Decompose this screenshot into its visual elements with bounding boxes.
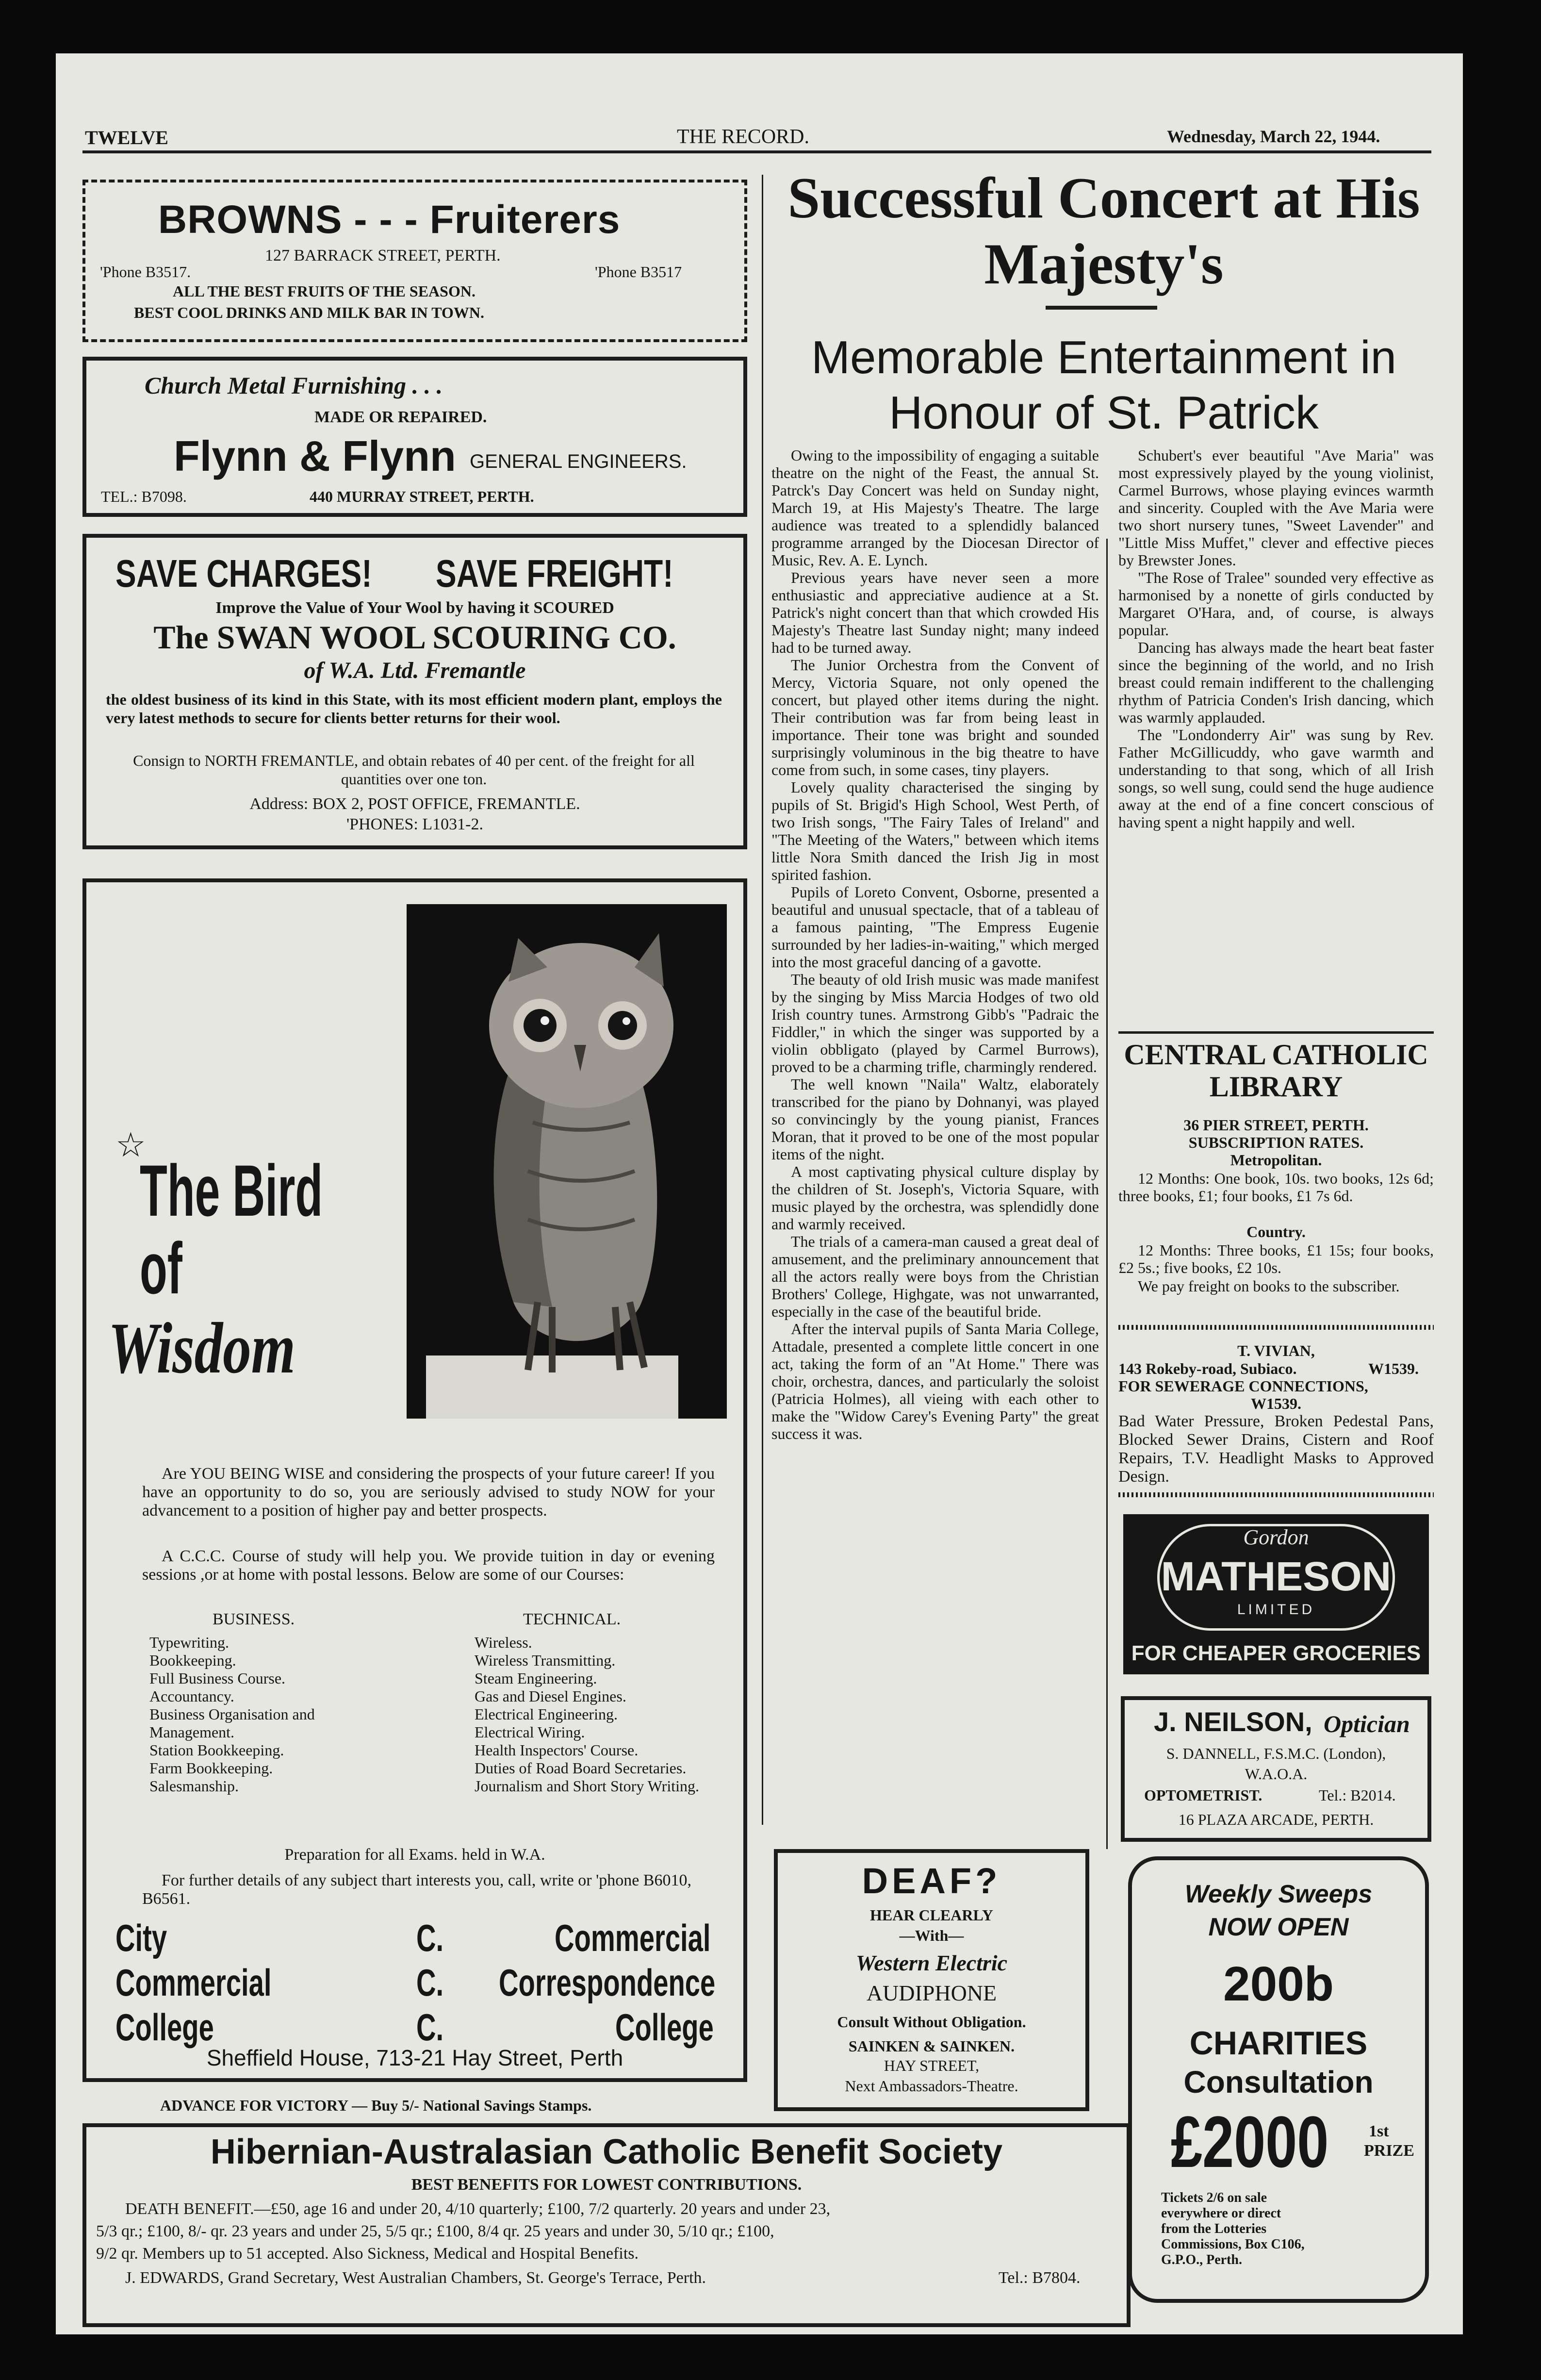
section-rule — [1118, 1492, 1434, 1497]
business-list — [149, 1634, 402, 1795]
list-item: Journalism and Short Story Writing. — [475, 1777, 699, 1795]
article-paragraph: A most captivating physical culture display by the children of St. Joseph's, Victoria Square, with music played by the orchestra, was splendidly done and warmly received. — [771, 1163, 1099, 1233]
owl-photo — [407, 904, 727, 1419]
ccc-c1: C. — [416, 1917, 444, 1959]
matheson-name: MATHESON — [1161, 1554, 1392, 1599]
vivian-body: Bad Water Pressure, Broken Pedestal Pans, Blocked Sewer Drains, Cistern and Roof Repairs, T.V. Headlight Masks to Approved Design. — [1118, 1412, 1434, 1486]
ccc-c2: C. — [416, 1961, 444, 2004]
deaf-western: Western Electric — [855, 1950, 1008, 1975]
neilson-title: Optician — [1324, 1710, 1410, 1737]
article-paragraph: The "Londonderry Air" was sung by Rev. Father McGillicuddy, who gave warmth and understanding to that song, which of all Irish songs, so well sung, could send the huge audience away at the end of a fine concert conscious of having spent a night happily and well. — [1118, 726, 1434, 831]
list-item: Salesmanship. — [149, 1777, 239, 1795]
library-country: Country. — [1246, 1223, 1306, 1240]
ccc-address: Sheffield House, 713-21 Hay Street, Perth — [206, 2045, 623, 2070]
library-freight: We pay freight on books to the subscriber. — [1138, 1277, 1400, 1295]
list-item: Bookkeeping. — [149, 1652, 236, 1669]
sweeps-prize: £2000 — [1171, 2101, 1329, 2182]
list-item: Full Business Course. — [149, 1669, 286, 1687]
star-icon: ☆ — [115, 1127, 146, 1164]
ccc-intro: Are YOU BEING WISE and considering the prospects of your future career! If you have an opportunity to do so, you are seriously advised to study NOW for your advancement to a position of higher pay and better prospects. — [142, 1465, 715, 1520]
vivian-address: 143 Rokeby-road, Subiaco. — [1118, 1360, 1297, 1377]
ccc-c3: C. — [416, 2006, 444, 2049]
sweeps-charities: CHARITIES — [1189, 2025, 1368, 2062]
library-country-text: 12 Months: Three books, £1 15s; four books, £2 5s.; five books, £2 10s. — [1118, 1241, 1434, 1276]
paper-name: THE RECORD. — [677, 126, 809, 148]
article-paragraph: The Junior Orchestra from the Convent of Mercy, Victoria Square, not only opened the concert, but played other items during the night. Their contribution was far from being least in importance. Their tone was bright and sounded surprisingly voluminous in the big theatre to have come from such, in some cases, tiny players. — [771, 656, 1099, 778]
swan-head-right: SAVE FREIGHT! — [436, 552, 673, 595]
article-paragraph: Lovely quality characterised the singing by pupils of St. Brigid's High School, West Perth, of two Irish songs, "The Fairy Tales of Ireland" and "The Meeting of the Waters," between which items little Nora Smith danced the Irish Jig in most spirited fashion. — [771, 778, 1099, 883]
deaf-next: Next Ambassadors-Theatre. — [845, 2077, 1018, 2095]
flynn-tel: TEL.: B7098. — [101, 488, 187, 505]
article-paragraph: Owing to the impossibility of engaging a suitable theatre on the night of the Feast, the annual St. Patrck's Day Concert was held on Sunday night, March 19, at His Majesty's Theatre. The large audience was treated to a splendidly balanced programme arranged by the Diocesan Director of Music, Rev. A. E. Lynch. — [771, 446, 1099, 569]
browns-phone-left: 'Phone B3517. — [100, 263, 191, 281]
ccc-name-grid — [115, 1916, 727, 2062]
neilson-name: J. NEILSON, — [1154, 1706, 1312, 1737]
article-paragraph: Schubert's ever beautiful "Ave Maria" was most expressively played by the young violinist, Carmel Burrows, whose playing evinces warmth and sincerity. Coupled with the Ave Maria were two short nursery tunes, "Sweet Lavender" and "Little Miss Muffet," clever and effective pieces by Brewster Jones. — [1118, 446, 1434, 569]
browns-address: 127 BARRACK STREET, PERTH. — [265, 247, 501, 264]
list-item: Electrical Engineering. — [475, 1705, 618, 1723]
deaf-street: HAY STREET, — [884, 2057, 980, 2074]
headline-rule — [1046, 306, 1157, 310]
vivian-name: T. VIVIAN, — [1237, 1342, 1315, 1359]
neilson-dannell: S. DANNELL, F.S.M.C. (London), — [1166, 1745, 1386, 1762]
article-paragraph: The well known "Naila" Waltz, elaborately transcribed for the piano by Dohnanyi, was played so convincingly by the young pianist, Frances Moran, that it proved to be one of the most popular items of the night. — [771, 1075, 1099, 1163]
swan-head-left: SAVE CHARGES! — [115, 552, 372, 595]
ccc-city: City — [115, 1917, 167, 1959]
hibernian-line1: DEATH BENEFIT.—£50, age 16 and under 20, 4/10 quarterly; £100, 7/2 quarterly. 20 years and under 23, — [125, 2200, 831, 2218]
sweeps-consultation: Consultation — [1183, 2065, 1374, 2099]
swan-consign: Consign to NORTH FREMANTLE, and obtain rebates of 40 per cent. of the freight for all quantities over one ton. — [133, 752, 695, 788]
article-headline: Successful Concert at His Majesty's — [787, 165, 1420, 296]
sweeps-line2: NOW OPEN — [1208, 1913, 1349, 1941]
library-rates: SUBSCRIPTION RATES. — [1188, 1134, 1364, 1151]
column-rule — [1106, 539, 1108, 1849]
list-item: Wireless. — [475, 1634, 532, 1651]
article-column-1 — [771, 446, 1099, 1442]
flynn-address: 440 MURRAY STREET, PERTH. — [310, 488, 534, 505]
list-item: Business Organisation and Management. — [149, 1705, 315, 1741]
browns-ad — [82, 180, 747, 342]
swan-name: The SWAN WOOL SCOURING CO. — [153, 619, 676, 656]
swan-improve: Improve the Value of Your Wool by having it SCOURED — [215, 599, 614, 617]
ccc-prep: Preparation for all Exams. held in W.A. — [284, 1846, 545, 1864]
list-item: Typewriting. — [149, 1634, 229, 1651]
matheson-tag: FOR CHEAPER GROCERIES — [1131, 1641, 1421, 1665]
deaf-with: —With— — [899, 1927, 964, 1944]
swan-sub: of W.A. Ltd. Fremantle — [304, 658, 526, 683]
article-paragraph: Pupils of Loreto Convent, Osborne, presented a beautiful and unusual spectacle, that of a tableau of a famous painting, "The Empress Eugenie surrounded by her ladies-in-waiting," which merged into the most graceful dancing of a gavotte. — [771, 883, 1099, 971]
matheson-ad — [1123, 1514, 1429, 1674]
bird-title-2: of — [140, 1227, 182, 1309]
library-metro-text: 12 Months: One book, 10s. two books, 12s 6d; three books, £1; four books, £1 7s 6d. — [1118, 1170, 1434, 1205]
sweeps-number: 200b — [1223, 1957, 1334, 2011]
vivian-sewer: FOR SEWERAGE CONNECTIONS, — [1118, 1377, 1368, 1395]
list-item: Wireless Transmitting. — [475, 1652, 616, 1669]
owl-icon — [407, 904, 727, 1419]
sweeps-tickets: Tickets 2/6 on sale everywhere or direct from the Lotteries Commissions, Box C106, G.P.O., Perth. — [1161, 2190, 1305, 2267]
technical-heading: TECHNICAL. — [523, 1610, 621, 1628]
swan-phones: 'PHONES: L1031-2. — [346, 815, 483, 833]
list-item: Gas and Diesel Engines. — [475, 1687, 626, 1705]
list-item: Duties of Road Board Secretaries. — [475, 1759, 687, 1777]
article-paragraph: The trials of a camera-man caused a great deal of amusement, and the preliminary announcement that all the actors really were boys from the Christian Brothers' College, Highgate, was not unwarranted, especially in the case of the beautiful bride. — [771, 1233, 1099, 1320]
section-rule — [1118, 1031, 1434, 1034]
list-item: Health Inspectors' Course. — [475, 1741, 639, 1759]
swan-wool-ad — [82, 534, 747, 849]
article-subhead: Memorable Entertainment in Honour of St. Patrick — [811, 331, 1396, 439]
article-paragraph: "The Rose of Tralee" sounded very effective as harmonised by a nonette of girls conducted by Margaret O'Hara, and, of course, is always popular. — [1118, 569, 1434, 639]
vivian-phone: W1539. — [1368, 1360, 1419, 1377]
bird-title-1: The Bird — [140, 1150, 323, 1231]
library-title: CENTRAL CATHOLIC LIBRARY — [1124, 1039, 1428, 1103]
neilson-tel: Tel.: B2014. — [1319, 1786, 1396, 1804]
ccc-commercial-right: Commercial — [555, 1917, 711, 1959]
newspaper-page — [56, 53, 1463, 2334]
library-metro: Metropolitan. — [1230, 1151, 1322, 1169]
ccc-further: For further details of any subject thart interests you, call, write or 'phone B6010, B6561. — [142, 1871, 691, 1908]
page-number: TWELVE — [85, 127, 168, 149]
list-item: Steam Engineering. — [475, 1669, 597, 1687]
deaf-consult: Consult Without Obligation. — [837, 2013, 1026, 2031]
flynn-name: Flynn & Flynn — [174, 432, 456, 480]
list-item: Station Bookkeeping. — [149, 1741, 284, 1759]
sweeps-line1: Weekly Sweeps — [1184, 1880, 1373, 1908]
article-paragraph: After the interval pupils of Santa Maria College, Attadale, presented a complete little concert in one act, taking the form of an "At Home." There was choir, orchestra, dances, and particularly the soloist (Patricia Holmes), all vieing with each other to make the "Widow Carey's Evening Party" the great success it was. — [771, 1320, 1099, 1442]
hibernian-title: Hibernian-Australasian Catholic Benefit Society — [210, 2132, 1003, 2171]
article-paragraph: Dancing has always made the heart beat faster since the beginning of the world, and no Irish breast could remain indifferent to the challenging rhythm of Patricia Conden's Irish dancing, which was warmly applauded. — [1118, 639, 1434, 726]
swan-body: the oldest business of its kind in this State, with its most efficient modern plant, employs the very latest methods to secure for clients better returns for their wool. — [106, 691, 722, 727]
list-item: Accountancy. — [149, 1687, 234, 1705]
bird-title-3: Wisdom — [108, 1308, 295, 1388]
issue-date: Wednesday, March 22, 1944. — [1167, 127, 1380, 146]
deaf-hear: HEAR CLEARLY — [870, 1906, 993, 1924]
deaf-firm: SAINKEN & SAINKEN. — [848, 2037, 1015, 2055]
deaf-title: DEAF? — [862, 1861, 1001, 1901]
neilson-ad — [1121, 1696, 1431, 1842]
ccc-college-left: College — [115, 2006, 214, 2049]
article-paragraph: Previous years have never seen a more enthusiastic and appreciative audience at a St. Patrick's night concert than that which crowded His Majesty's Theatre last Sunday night; many indeed had to be turned away. — [771, 569, 1099, 656]
business-heading: BUSINESS. — [213, 1610, 295, 1628]
neilson-address: 16 PLAZA ARCADE, PERTH. — [1178, 1811, 1374, 1828]
neilson-opt: OPTOMETRIST. — [1144, 1786, 1262, 1804]
article-paragraph: The beauty of old Irish music was made manifest by the singing by Miss Marcia Hodges of two old Irish country tunes. Armstrong Gibb's "Padraic the Fiddler," in which the singer was supported by a violin obbligato (played by Carmel Burrows), proved to be a charming trifle, charmingly rendered. — [771, 971, 1099, 1075]
browns-phone-right: 'Phone B3517 — [595, 263, 682, 281]
ccc-courses-intro: A C.C.C. Course of study will help you. We provide tuition in day or evening sessions ,or at home with postal lessons. Below are some of our Courses: — [142, 1547, 715, 1584]
ccc-commercial-left: Commercial — [115, 1961, 272, 2004]
flynn-ad — [82, 357, 747, 517]
deaf-audiphone: AUDIPHONE — [866, 1981, 997, 2005]
ccc-ad — [82, 878, 747, 2082]
ccc-college-right: College — [615, 2006, 714, 2049]
hibernian-line2: 5/3 qr.; £100, 8/- qr. 23 years and under 25, 5/5 qr.; £100, 8/4 qr. 25 years and under 30, 5/10 qr.; £100, — [96, 2222, 774, 2240]
swan-address: Address: BOX 2, POST OFFICE, FREMANTLE. — [249, 795, 580, 813]
flynn-trade: GENERAL ENGINEERS. — [470, 451, 687, 472]
masthead-rule — [82, 150, 1431, 153]
browns-line2: BEST COOL DRINKS AND MILK BAR IN TOWN. — [134, 304, 484, 321]
sweeps-ad — [1128, 1856, 1429, 2303]
list-item: Farm Bookkeeping. — [149, 1759, 273, 1777]
column-rule — [762, 175, 763, 1825]
deaf-ad — [774, 1849, 1089, 2111]
sweeps-first-2: PRIZE — [1364, 2142, 1414, 2160]
neilson-waoa: W.A.O.A. — [1245, 1765, 1308, 1783]
hibernian-line4: J. EDWARDS, Grand Secretary, West Australian Chambers, St. George's Terrace, Perth. — [125, 2269, 706, 2287]
hibernian-line3: 9/2 qr. Members up to 51 accepted. Also Sickness, Medical and Hospital Benefits. — [96, 2245, 639, 2263]
library-address: 36 PIER STREET, PERTH. — [1183, 1116, 1369, 1134]
hibernian-tel: Tel.: B7804. — [999, 2269, 1081, 2287]
ccc-correspondence: Correspondence — [499, 1961, 716, 2004]
flynn-heading: Church Metal Furnishing . . . — [145, 372, 443, 399]
list-item: Electrical Wiring. — [475, 1723, 585, 1741]
flynn-made: MADE OR REPAIRED. — [314, 408, 487, 426]
article-column-2 — [1118, 446, 1434, 831]
section-rule — [1118, 1325, 1434, 1330]
vivian-sewer-phone: W1539. — [1251, 1395, 1301, 1412]
browns-title: BROWNS - - - Fruiterers — [158, 198, 621, 242]
victory-strip: ADVANCE FOR VICTORY — Buy 5/- National Savings Stamps. — [160, 2097, 592, 2114]
hibernian-sub: BEST BENEFITS FOR LOWEST CONTRIBUTIONS. — [411, 2176, 802, 2194]
matheson-limited: LIMITED — [1237, 1602, 1315, 1618]
matheson-gordon: Gordon — [1243, 1525, 1309, 1549]
technical-list — [475, 1634, 727, 1795]
hibernian-ad — [82, 2123, 1131, 2327]
browns-line1: ALL THE BEST FRUITS OF THE SEASON. — [173, 282, 475, 300]
sweeps-first-1: 1st — [1369, 2122, 1389, 2140]
